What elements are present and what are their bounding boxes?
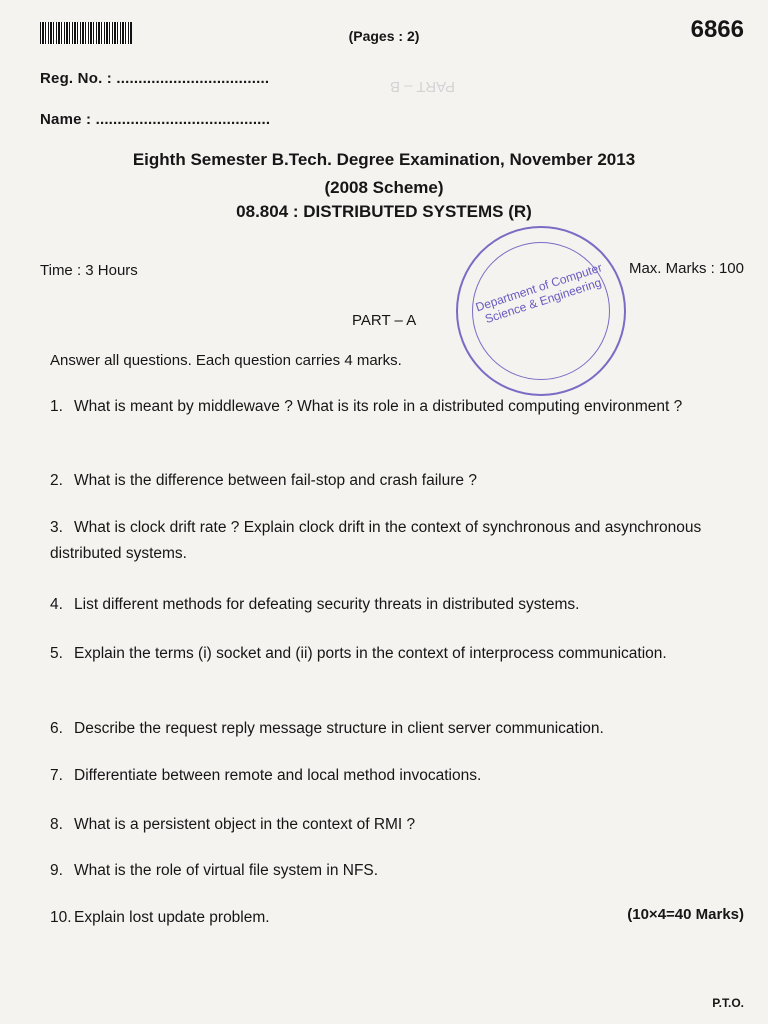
part-heading: PART – A: [352, 312, 417, 329]
question-item: 2. What is the difference between fail-stop and crash failure ?: [50, 472, 477, 489]
time-allowed: Time : 3 Hours: [40, 262, 138, 279]
scheme: (2008 Scheme): [324, 178, 444, 197]
instructions: Answer all questions. Each question carries 4 marks.: [50, 352, 402, 369]
subject-title: 08.804 : DISTRIBUTED SYSTEMS (R): [236, 202, 532, 221]
page-turn-over: P.T.O.: [712, 996, 744, 1010]
question-item: 3. What is clock drift rate ? Explain clock drift in the context of synchronous and asynchronous distributed systems.: [50, 519, 702, 562]
bleed-through-text: PART – B: [390, 78, 456, 95]
question-item: 4. List different methods for defeating security threats in distributed systems.: [50, 596, 580, 613]
question-item: 8. What is a persistent object in the context of RMI ?: [50, 816, 416, 833]
department-stamp: [456, 226, 626, 396]
question-item: 9. What is the role of virtual file system in NFS.: [50, 862, 379, 879]
stamp-text: Department of Computer Science & Engineering: [473, 260, 604, 327]
page-count: (Pages : 2): [348, 28, 420, 44]
question-item: 10. Explain lost update problem.: [50, 909, 270, 926]
paper-code: 6866: [690, 16, 744, 43]
question-item: 5. Explain the terms (i) socket and (ii) ports in the context of interprocess communication.: [50, 645, 667, 662]
reg-no-field: Reg. No. : ...................................: [40, 70, 270, 87]
question-item: 6. Describe the request reply message structure in client server communication.: [50, 720, 604, 737]
question-item: 7. Differentiate between remote and local method invocations.: [50, 767, 482, 784]
exam-title: Eighth Semester B.Tech. Degree Examination, November 2013: [132, 150, 636, 169]
question-item: 1. What is meant by middlewave ? What is its role in a distributed computing environment ?: [50, 398, 683, 415]
part-a-total-marks: (10×4=40 Marks): [627, 906, 744, 923]
name-field: Name : ........................................: [40, 111, 271, 128]
max-marks: Max. Marks : 100: [628, 260, 744, 277]
